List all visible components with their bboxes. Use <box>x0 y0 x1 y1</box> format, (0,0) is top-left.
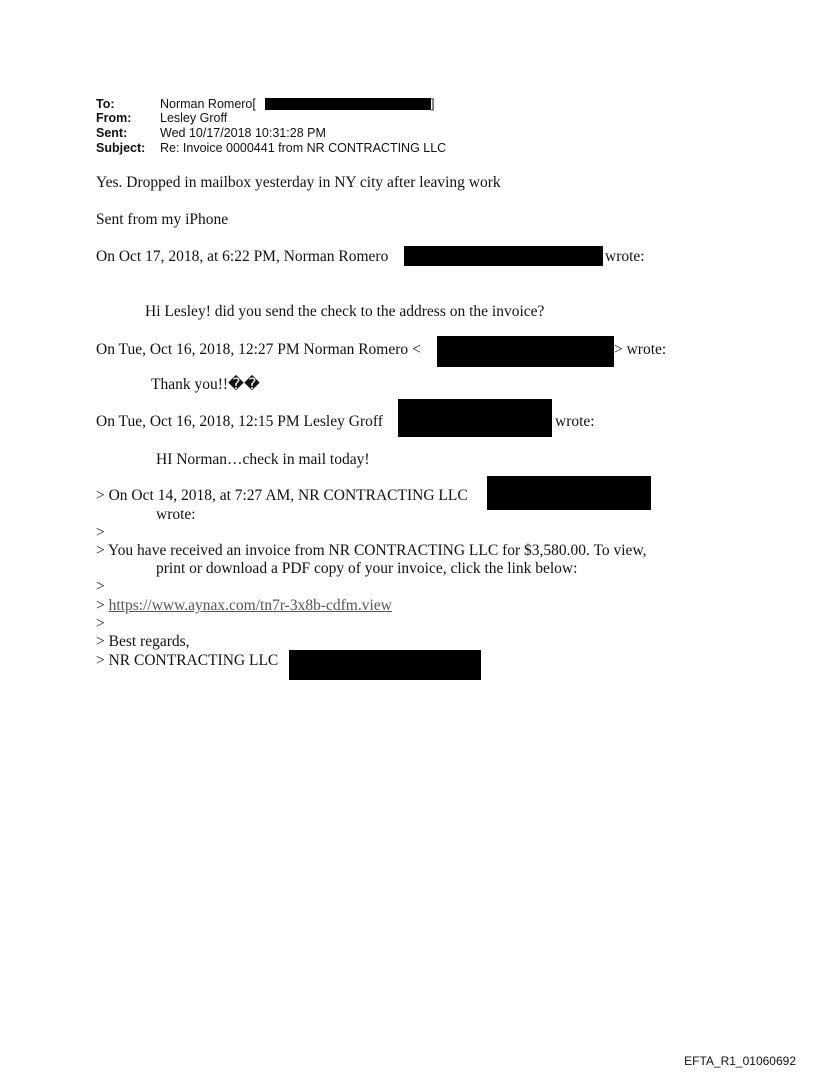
regards-text: > Best regards, <box>96 633 190 650</box>
to-label: To: <box>96 97 115 111</box>
quote-marker: > <box>96 615 105 632</box>
redaction-block <box>437 336 614 367</box>
invoice-text-line2: print or download a PDF copy of your invoice, click the link below: <box>156 560 578 577</box>
redaction-block <box>398 399 552 437</box>
quote1-text: Hi Lesley! did you send the check to the address on the invoice? <box>145 303 545 320</box>
invoice-text-line1: > You have received an invoice from NR CONTRACTING LLC for $3,580.00. To view, <box>96 542 647 559</box>
quote3-attribution: On Tue, Oct 16, 2018, 12:15 PM Lesley Groff <box>96 413 383 430</box>
from-row <box>96 111 496 126</box>
quote-marker: > <box>96 597 109 614</box>
quote1-attribution: On Oct 17, 2018, at 6:22 PM, Norman Romero <box>96 248 389 265</box>
quote-marker: > <box>96 524 105 541</box>
quote2-text: Thank you!!�� <box>151 376 260 393</box>
quote-marker: > <box>96 578 105 595</box>
signature-text: Sent from my iPhone <box>96 211 229 228</box>
invoice-link-line <box>96 597 392 615</box>
from-value: Lesley Groff <box>160 111 228 125</box>
redaction-block <box>289 650 481 680</box>
sent-value: Wed 10/17/2018 10:31:28 PM <box>160 126 326 140</box>
quote2-wrote: > wrote: <box>614 341 667 358</box>
redaction-block <box>487 476 651 510</box>
quote3-text: HI Norman…check in mail today! <box>156 451 370 468</box>
quote3-wrote: wrote: <box>555 413 595 430</box>
company-text: > NR CONTRACTING LLC <box>96 652 279 669</box>
quote1-wrote: wrote: <box>605 248 645 265</box>
from-label: From: <box>96 111 132 125</box>
to-close-bracket: ] <box>431 97 435 111</box>
invoice-link[interactable]: https://www.aynax.com/tn7r-3x8b-cdfm.view <box>108 597 392 614</box>
redaction-block <box>404 246 603 266</box>
quote2-attribution: On Tue, Oct 16, 2018, 12:27 PM Norman Romero < <box>96 341 421 358</box>
reply-text: Yes. Dropped in mailbox yesterday in NY city after leaving work <box>96 174 501 191</box>
subject-value: Re: Invoice 0000441 from NR CONTRACTING LLC <box>160 141 447 155</box>
subject-label: Subject: <box>96 141 146 155</box>
quote4-attribution: > On Oct 14, 2018, at 7:27 AM, NR CONTRACTING LLC <box>96 487 468 504</box>
sent-label: Sent: <box>96 126 128 140</box>
sent-row <box>96 126 496 141</box>
to-value: Norman Romero[ <box>160 97 256 111</box>
redaction-block <box>265 98 431 110</box>
document-id: EFTA_R1_01060692 <box>684 1054 796 1068</box>
quote4-wrote: wrote: <box>156 506 196 523</box>
subject-row <box>96 141 516 156</box>
